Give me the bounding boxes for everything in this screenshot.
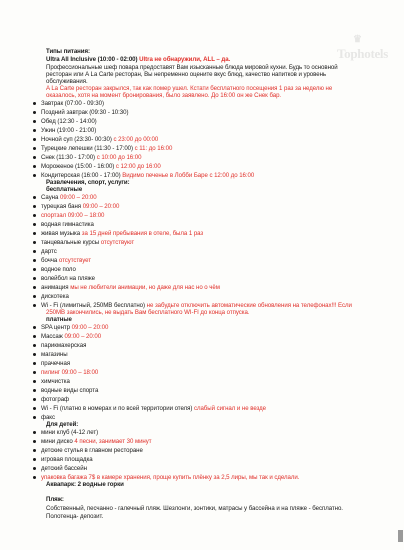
line-text: Турецкие лепешки (11:30 - 17:00) — [41, 145, 135, 152]
list-item — [41, 248, 57, 255]
list-item — [41, 203, 119, 210]
bullet-icon — [33, 380, 36, 383]
bullet-icon — [33, 156, 36, 159]
line-text: Развлечения, спорт, услуги: — [46, 179, 130, 186]
line-text: Аквапарк: 2 водные горки — [46, 481, 124, 488]
text-line — [46, 309, 250, 316]
bullet-icon — [33, 335, 36, 338]
line-text: Обед (12:30 - 14:00) — [41, 118, 97, 125]
bullet-icon — [33, 268, 36, 271]
text-line — [46, 56, 230, 63]
list-item — [41, 221, 94, 228]
bullet-icon — [33, 147, 36, 150]
bullet-icon — [33, 174, 36, 177]
review-comment: 4 песни, занимает 30 минут — [74, 438, 152, 445]
line-text: Мороженое (15:00 - 16:00) — [41, 163, 116, 170]
list-item — [41, 284, 220, 291]
line-text: факс — [41, 414, 55, 421]
bullet-icon — [33, 476, 36, 479]
list-item — [41, 194, 97, 201]
line-text: волейбол на пляже — [41, 275, 95, 282]
bullet-icon — [33, 111, 36, 114]
review-comment: Ultra не обнаружили, ALL – да. — [139, 56, 231, 63]
bullet-icon — [33, 165, 36, 168]
bullet-icon — [33, 223, 36, 226]
line-text: детский бассейн — [41, 465, 87, 472]
line-text: Wi - Fi (лимитный, 250MB бесплатно) — [41, 302, 147, 309]
list-item — [41, 257, 91, 264]
text-line — [46, 92, 281, 99]
bullet-icon — [33, 205, 36, 208]
bullet-icon — [33, 458, 36, 461]
line-text: Для детей: — [46, 421, 79, 428]
bullet-icon — [33, 304, 36, 307]
bullet-icon — [33, 277, 36, 280]
line-text: мини диско — [41, 438, 75, 445]
bullet-icon — [33, 241, 36, 244]
list-item — [41, 154, 141, 161]
text-line — [46, 78, 88, 85]
line-text: водная гимнастика — [41, 221, 94, 228]
line-text: Ночной суп (23:30- 00:30) — [41, 136, 114, 143]
review-comment: 09:00 – 20:00 — [64, 333, 102, 340]
list-item — [41, 456, 93, 463]
review-comment: спортзал 09:00 – 18:00 — [41, 212, 105, 219]
line-text: Ужин (19:00 - 21:00) — [41, 127, 97, 134]
list-item — [41, 342, 86, 349]
list-item — [41, 230, 203, 237]
line-text: мини клуб (4-12 лет) — [41, 429, 99, 436]
bullet-icon — [33, 295, 36, 298]
review-comment: за 15 дней пребывания в отеле, была 1 раз — [81, 230, 204, 237]
review-comment: пилинг 09:00 – 18:00 — [41, 369, 99, 376]
line-text: магазины — [41, 351, 68, 358]
list-item — [41, 405, 266, 412]
text-line — [46, 481, 124, 488]
text-line — [46, 316, 72, 323]
review-comment: Видимо печенье в Лобби Баре с 12:00 до 16:00 — [122, 172, 255, 179]
line-text: Сауна — [41, 194, 60, 201]
list-item — [41, 360, 70, 367]
bullet-icon — [33, 353, 36, 356]
list-item — [41, 109, 128, 116]
review-comment: отсутствуют — [100, 239, 135, 246]
list-item — [41, 429, 98, 436]
bullet-icon — [33, 449, 36, 452]
text-line — [46, 513, 103, 520]
line-text: водные виды спорта — [41, 387, 99, 394]
line-text: ресторан или A La Carte ресторан, Вы непременно оцените вкус блюд, качество напитков и уровень — [46, 71, 327, 78]
line-text: Снек (11:30 - 17:00) — [41, 154, 97, 161]
scan-edge-mark — [398, 530, 403, 542]
list-item — [41, 239, 134, 246]
review-comment: упаковка багажа 7$ в камере хранения, проще купить плёнку за 2,5 лиры, мы так и сделали. — [41, 474, 300, 481]
text-line — [46, 85, 332, 92]
line-text: водное поло — [41, 266, 76, 273]
review-comment: 09:00 – 20:00 — [59, 194, 97, 201]
list-item — [41, 163, 161, 170]
line-text: детские стулья в главном ресторане — [41, 447, 143, 454]
line-text: Массаж — [41, 333, 65, 340]
list-item — [41, 369, 98, 376]
review-comment: не забудьте отключить автоматические обновления на телефонах!!! Если — [146, 302, 352, 309]
line-text: SPA центр — [41, 324, 72, 331]
review-comment: 09:00 – 20:00 — [82, 203, 120, 210]
bullet-icon — [33, 232, 36, 235]
bullet-icon — [33, 344, 36, 347]
watermark-text: Tophotels — [337, 46, 389, 61]
line-text: платные — [46, 316, 72, 323]
bullet-icon — [33, 214, 36, 217]
review-comment: отсутствует — [58, 257, 92, 264]
bullet-icon — [33, 286, 36, 289]
list-item — [41, 118, 97, 125]
bullet-icon — [33, 250, 36, 253]
bullet-icon — [33, 416, 36, 419]
text-line — [46, 186, 82, 193]
list-item — [41, 447, 143, 454]
line-text: Завтрак (07:00 - 09:30) — [41, 100, 104, 107]
line-text: бесплатные — [46, 186, 83, 193]
review-comment: с 11: до 16:00 — [134, 145, 173, 152]
bullet-icon — [33, 371, 36, 374]
review-comment: с 23:00 до 00:00 — [113, 136, 159, 143]
list-item — [41, 212, 104, 219]
list-item — [41, 351, 68, 358]
line-text: анимация — [41, 284, 71, 291]
bullet-icon — [33, 389, 36, 392]
bullet-icon — [33, 440, 36, 443]
list-item — [41, 293, 69, 300]
list-item — [41, 266, 76, 273]
line-text: Поздний завтрак (09:30 - 10:30) — [41, 109, 129, 116]
bullet-icon — [33, 102, 36, 105]
review-comment: с 12:00 до 16:00 — [115, 163, 161, 170]
review-comment: оказалось, хотя на момент бронирования, было заявлено. До 16:00 он же Снек бар. — [46, 92, 282, 99]
review-comment: 250MB закончились, не выдать Вам бесплатного WI-FI до конца отпуска. — [46, 309, 250, 316]
line-text: Ultra All Inclusive (10:00 - 02:00) — [46, 56, 140, 63]
line-text: бочча — [41, 257, 59, 264]
review-comment: мы не любители анимации, но даже для нас но о чём — [70, 284, 220, 291]
bullet-icon — [33, 129, 36, 132]
bullet-icon — [33, 138, 36, 141]
line-text: Профессиональные шеф повара предоставят Вам изысканные блюда мировой кухни. Будь то основной — [46, 64, 338, 71]
list-item — [41, 378, 70, 385]
text-line — [46, 48, 90, 55]
list-item — [41, 302, 352, 309]
list-item — [41, 438, 152, 445]
line-text: Кондитерская (16:00 - 17:00) — [41, 172, 123, 179]
list-item — [41, 127, 96, 134]
line-text: Типы питания: — [46, 48, 90, 55]
line-text: обслуживания. — [46, 78, 88, 85]
line-text: Wi - Fi (платно в номерах и по всей территории отеля) — [41, 405, 194, 412]
text-line — [46, 71, 326, 78]
line-text: Полотенца- депозит. — [46, 513, 104, 520]
line-text: Собственный, песчанно - галечный пляж. Шезлонги, зонтики, матрасы у бассейна и на пляже - бесплатно. — [46, 505, 343, 512]
review-comment: A La Carte ресторан закрылся, так как помер ушел. Кстати бесплатного посещения 1 раз за неделю не — [46, 85, 333, 92]
list-item — [41, 396, 69, 403]
line-text: игровая площадка — [41, 456, 93, 463]
list-item — [41, 387, 98, 394]
bullet-icon — [33, 431, 36, 434]
list-item — [41, 145, 172, 152]
bullet-icon — [33, 259, 36, 262]
review-comment: 09:00 – 20:00 — [71, 324, 109, 331]
bullet-icon — [33, 326, 36, 329]
bullet-icon — [33, 398, 36, 401]
list-item — [41, 136, 158, 143]
text-line — [46, 421, 78, 428]
line-text: живая музыка — [41, 230, 82, 237]
bullet-icon — [33, 120, 36, 123]
list-item — [41, 172, 254, 179]
list-item — [41, 474, 299, 481]
list-item — [41, 414, 55, 421]
list-item — [41, 333, 101, 340]
text-line — [46, 505, 343, 512]
list-item — [41, 100, 104, 107]
line-text: танцевальные курсы — [41, 239, 101, 246]
list-item — [41, 324, 108, 331]
line-text: химчистка — [41, 378, 70, 385]
bullet-icon — [33, 407, 36, 410]
bullet-icon — [33, 362, 36, 365]
line-text: парикмахерская — [41, 342, 87, 349]
line-text: турецкая баня — [41, 203, 83, 210]
line-text: дартс — [41, 248, 57, 255]
bullet-icon — [33, 196, 36, 199]
review-comment: с 10:00 до 16:00 — [96, 154, 142, 161]
bullet-icon — [33, 467, 36, 470]
text-line — [46, 64, 338, 71]
line-text: Пляж: — [46, 496, 64, 503]
list-item — [41, 275, 95, 282]
line-text: фотограф — [41, 396, 69, 403]
text-line — [46, 496, 64, 503]
line-text: дискотека — [41, 293, 69, 300]
list-item — [41, 465, 87, 472]
line-text: прачечная — [41, 360, 71, 367]
text-line — [46, 179, 130, 186]
crown-icon: ♛ — [353, 34, 362, 45]
review-comment: слабый сигнал и не везде — [193, 405, 266, 412]
